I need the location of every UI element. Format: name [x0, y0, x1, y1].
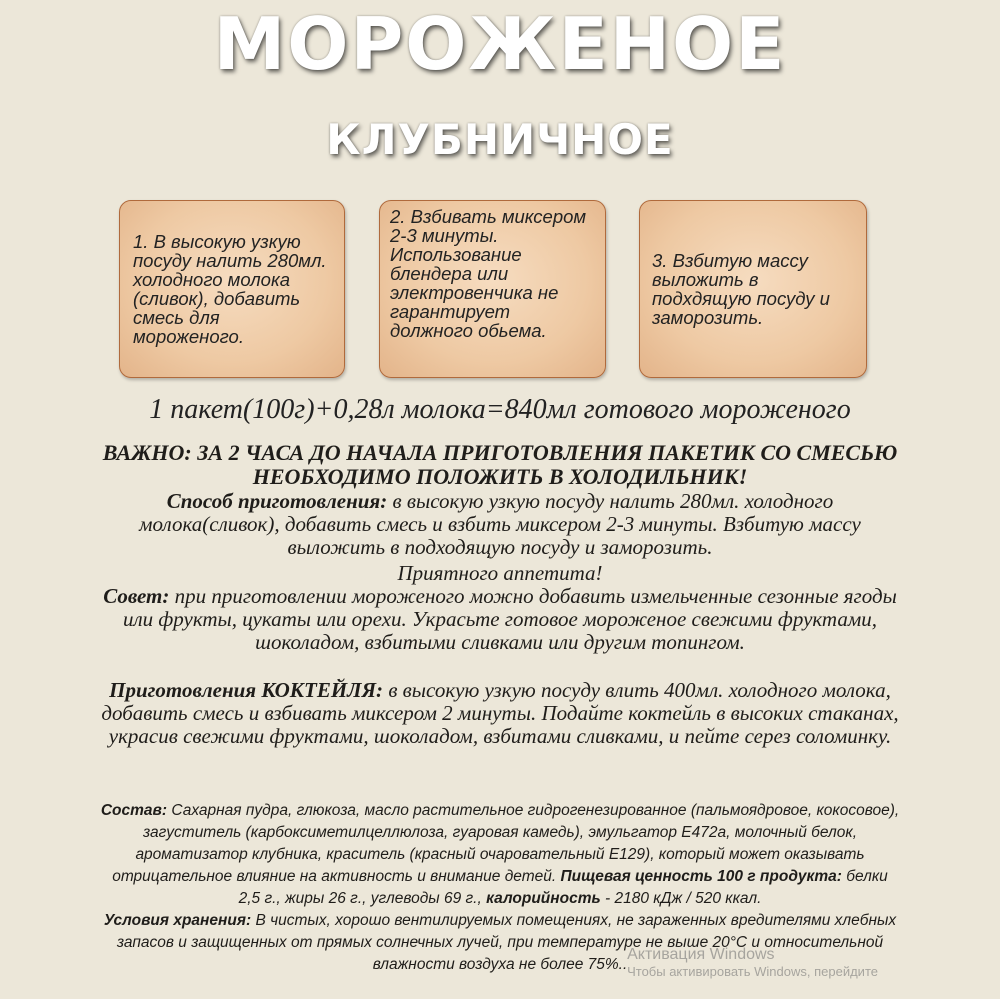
storage-label: Условия хранения: — [103, 912, 252, 929]
calories-label: калорийность — [486, 890, 601, 907]
method-label: Способ приготовления: — [166, 489, 388, 513]
nutrition-label: Пищевая ценность 100 г продукта: — [560, 868, 842, 885]
composition-block — [100, 800, 900, 976]
nutrition-text: белки 2,5 г., жиры 26 г., углеводы 69 г., — [238, 868, 888, 907]
storage-text: В чистых, хорошо вентилируемых помещениях, не зараженных вредителями хлебных запасов и защищенных от прямых солнечных лучей, при температуре не выше 20°С и относительной влажности воздуха не более 75%.. — [116, 912, 897, 973]
important-notice: ВАЖНО: ЗА 2 ЧАСА ДО НАЧАЛА ПРИГОТОВЛЕНИЯ ПАКЕТИК СО СМЕСЬЮ НЕОБХОДИМО ПОЛОЖИТЬ В ХОЛОДИЛЬНИК! — [102, 440, 898, 489]
cocktail-paragraph — [100, 679, 900, 748]
step-2-text: 2. Взбивать миксером 2-3 минуты. Использование блендера или электровенчика не гарантирует должного обьема. — [390, 206, 587, 341]
tip-text: при приготовлении мороженого можно добавить измельченные сезонные ягоды или фрукты, цукаты или орехи. Украсьте готовое мороженое свежими фруктами, шоколадом, взбитыми сливками или другим топингом. — [122, 584, 897, 654]
cocktail-text: в высокую узкую посуду влить 400мл. холодного молока, добавить смесь и взбивать миксером 2 минуты. Подайте коктейль в высоких стаканах, украсив свежими фруктами, шоколадом, взбитами сливками, и пейте серез соломинку. — [101, 678, 899, 748]
watermark-line-1: Активация Windows — [627, 946, 775, 963]
tip-paragraph — [100, 585, 900, 654]
watermark-line-2: Чтобы активировать Windows, перейдите — [627, 964, 878, 979]
product-title: МОРОЖЕНОЕ — [213, 2, 787, 86]
step-1-text: 1. В высокую узкую посуду налить 280мл. холодного молока (сливок), добавить смесь для мороженого. — [133, 231, 327, 347]
method-paragraph — [100, 490, 900, 559]
step-3-text: 3. Взбитую массу выложить в подхдящую посуду и заморозить. — [652, 250, 830, 328]
method-text: в высокую узкую посуду налить 280мл. холодного молока(сливок), добавить смесь и взбить миксером 2-3 минуты. Взбитую массу выложить в подходящую посуду и заморозить. — [139, 489, 861, 559]
cocktail-label: Приготовления КОКТЕЙЛЯ: — [109, 678, 384, 702]
composition-label: Состав: — [100, 802, 168, 819]
yield-formula: 1 пакет(100г)+0,28л молока=840мл готового мороженого — [149, 394, 851, 425]
tip-label: Совет: — [103, 584, 170, 608]
bon-appetit: Приятного аппетита! — [397, 561, 603, 585]
calories-text: - 2180 кДж / 520 ккал. — [600, 890, 762, 907]
product-flavor: КЛУБНИЧНОЕ — [326, 115, 674, 164]
step-card-1 — [119, 200, 345, 378]
step-card-2 — [379, 200, 606, 378]
composition-text: Сахарная пудра, глюкоза, масло растительное гидрогенезированное (пальмоядровое, кокосовое), загуститель (карбоксиметилцеллюлоза, гуаровая камедь), эмульгатор Е472а, молочный белок, ароматизатор клубника, краситель (красный очаровательный Е129), который может оказывать отрицательное влияние на активность и внимание детей. — [112, 802, 900, 885]
step-card-3 — [639, 200, 867, 378]
